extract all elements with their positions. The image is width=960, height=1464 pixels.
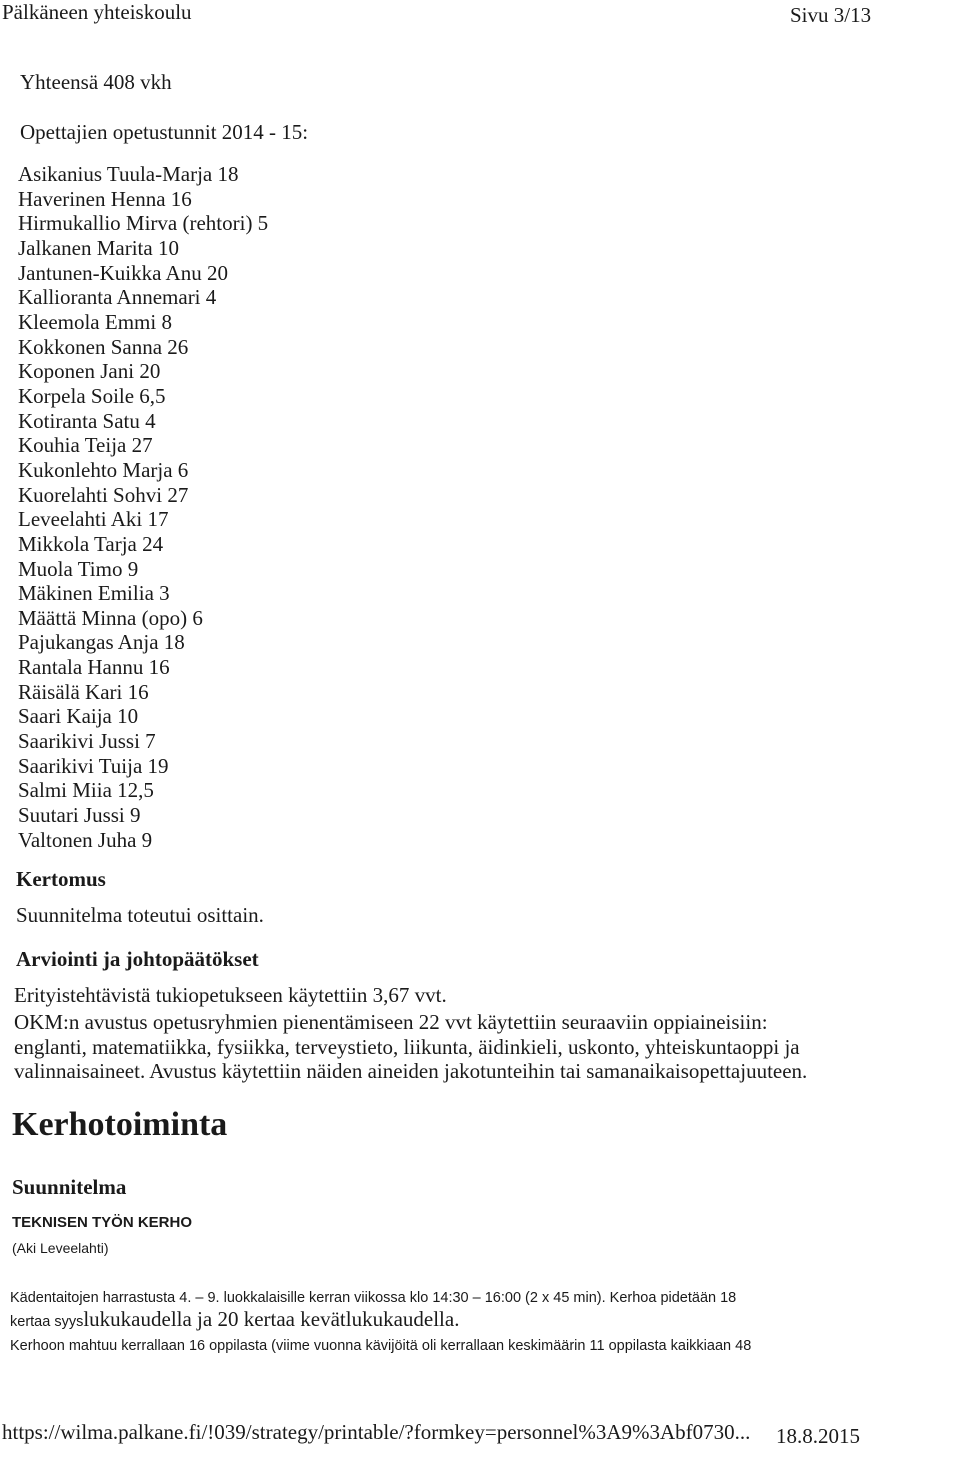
- list-item: Koponen Jani 20: [18, 359, 161, 384]
- list-item: Saarikivi Jussi 7: [18, 729, 156, 754]
- club-description: Kerhoon mahtuu kerrallaan 16 oppilasta (viime vuonna kävijöitä oli kerrallaan keskimäärin 11 oppilasta kaikkiaan 48: [10, 1338, 752, 1354]
- list-item: Kouhia Teija 27: [18, 433, 153, 458]
- kertomus-heading: Kertomus: [16, 867, 106, 891]
- arviointi-line: englanti, matematiikka, fysiikka, terveystieto, liikunta, äidinkieli, uskonto, yhteiskuntaoppi ja: [14, 1035, 800, 1059]
- club-description-part: lukukaudella ja 20 kertaa kevätlukukaudella.: [83, 1307, 460, 1331]
- list-item: Valtonen Juha 9: [18, 827, 153, 852]
- club-description-part: kertaa syys: [10, 1314, 84, 1330]
- list-item: Pajukangas Anja 18: [18, 630, 185, 655]
- list-item: Jantunen-Kuikka Anu 20: [18, 260, 228, 285]
- list-item: Leveelahti Aki 17: [18, 507, 169, 532]
- list-item: Muola Timo 9: [18, 556, 139, 581]
- list-item: Salmi Miia 12,5: [18, 778, 154, 803]
- arviointi-line: Erityistehtävistä tukiopetukseen käytettiin 3,67 vvt.: [14, 983, 447, 1007]
- list-item: Rantala Hannu 16: [18, 655, 170, 680]
- total-hours: Yhteensä 408 vkh: [20, 70, 172, 94]
- list-item: Saarikivi Tuija 19: [18, 753, 169, 778]
- club-leader: (Aki Leveelahti): [12, 1240, 109, 1256]
- arviointi-line: valinnaisaineet. Avustus käytettiin näiden aineiden jakotunteihin tai samanaikaisopettajuuteen.: [14, 1059, 808, 1083]
- club-name: TEKNISEN TYÖN KERHO: [12, 1214, 193, 1231]
- list-item: Korpela Soile 6,5: [18, 383, 166, 408]
- club-description: [10, 1307, 459, 1332]
- kertomus-text: Suunnitelma toteutui osittain.: [16, 903, 264, 927]
- list-item: Kotiranta Satu 4: [18, 408, 156, 433]
- list-item: Hirmukallio Mirva (rehtori) 5: [18, 211, 269, 236]
- list-item: Asikanius Tuula-Marja 18: [18, 162, 239, 186]
- list-item: Saari Kaija 10: [18, 704, 139, 729]
- list-item: Kuorelahti Sohvi 27: [18, 482, 189, 507]
- list-item: Kallioranta Annemari 4: [18, 285, 217, 310]
- teacher-list: [18, 162, 268, 852]
- page-url: https://wilma.palkane.fi/!039/strategy/printable/?formkey=personnel%3A9%3Abf0730...: [2, 1420, 751, 1444]
- list-item: Mäkinen Emilia 3: [18, 581, 170, 606]
- club-description: Kädentaitojen harrastusta 4. – 9. luokkalaisille kerran viikossa klo 14:30 – 16:00 (2 x 45 min). Kerhoa pidetään 18: [10, 1290, 737, 1306]
- list-item: Määttä Minna (opo) 6: [18, 605, 203, 630]
- list-item: Mikkola Tarja 24: [18, 531, 164, 556]
- list-item: Suutari Jussi 9: [18, 803, 141, 828]
- list-item: Kukonlehto Marja 6: [18, 457, 189, 482]
- list-item: Kokkonen Sanna 26: [18, 334, 189, 359]
- section-title: Kerhotoiminta: [12, 1106, 228, 1143]
- list-item: Jalkanen Marita 10: [18, 235, 179, 260]
- teachers-heading: Opettajien opetustunnit 2014 - 15:: [20, 120, 309, 144]
- arviointi-line: OKM:n avustus opetusryhmien pienentämiseen 22 vvt käytettiin seuraaviin oppiaineisiin:: [14, 1010, 768, 1034]
- page-number: Sivu 3/13: [790, 3, 872, 27]
- list-item: Räisälä Kari 16: [18, 679, 149, 704]
- print-date: 18.8.2015: [776, 1424, 860, 1448]
- arviointi-heading: Arviointi ja johtopäätökset: [16, 947, 259, 971]
- suunnitelma-heading: Suunnitelma: [12, 1175, 127, 1199]
- list-item: Haverinen Henna 16: [18, 186, 192, 211]
- school-name: Pälkäneen yhteiskoulu: [2, 0, 192, 24]
- list-item: Kleemola Emmi 8: [18, 309, 172, 334]
